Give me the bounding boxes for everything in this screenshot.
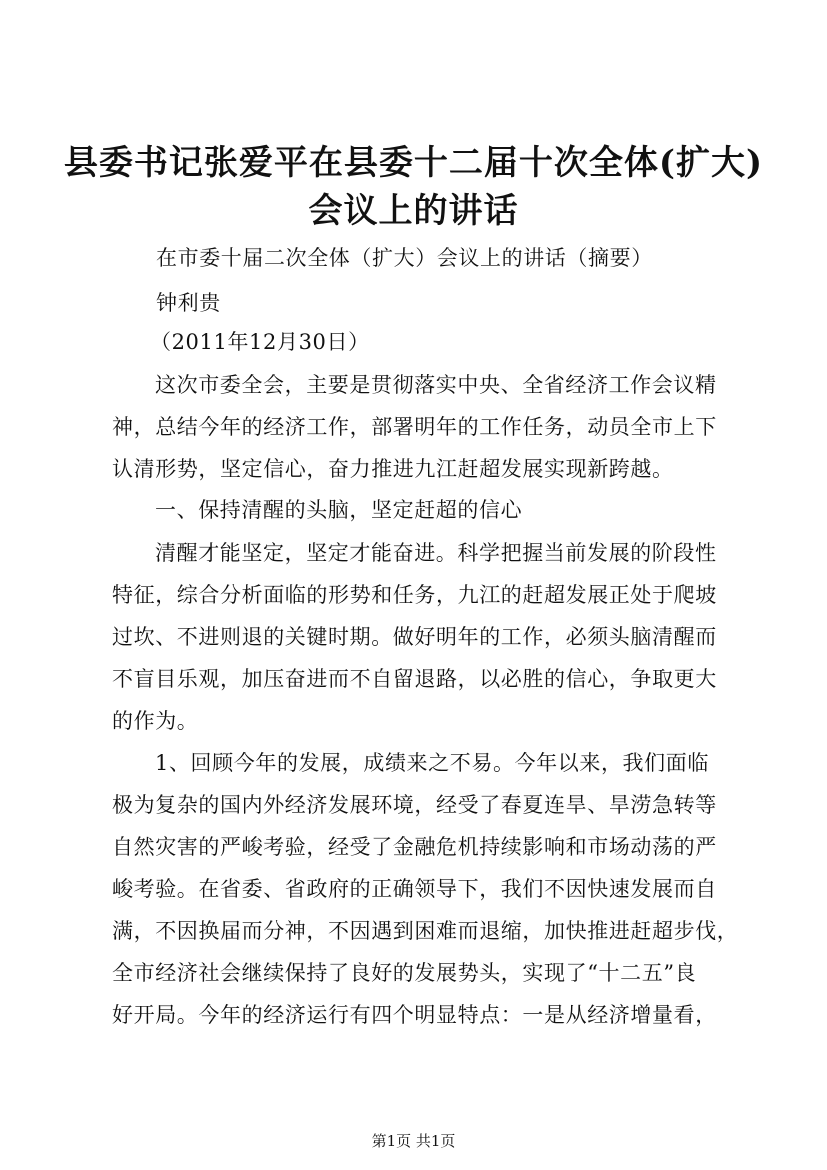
author: 钟利贵 [156, 291, 221, 315]
paragraph-line: 的作为。 [112, 709, 199, 733]
paragraph-line: 神，总结今年的经济工作，部署明年的工作任务，动员全市上下 [112, 415, 717, 439]
paragraph-line: 满，不因换届而分神，不因遇到困难而退缩，加快推进赶超步伐， [112, 919, 739, 943]
paragraph-line: 全市经济社会继续保持了良好的发展势头，实现了“十二五”良 [112, 961, 697, 985]
paragraph-line: 好开局。今年的经济运行有四个明显特点：一是从经济增量看， [112, 1003, 717, 1027]
paragraph-line: 清醒才能坚定，坚定才能奋进。科学把握当前发展的阶段性 [155, 541, 717, 565]
title-line-2: 会议上的讲话 [308, 191, 519, 231]
title-line-1: 县委书记张爱平在县委十二届十次全体(扩大) [63, 143, 764, 183]
paragraph-line: 特征，综合分析面临的形势和任务，九江的赶超发展正处于爬坡 [112, 583, 717, 607]
paragraph-line: 认清形势，坚定信心，奋力推进九江赶超发展实现新跨越。 [112, 457, 674, 481]
paragraph-line: 不盲目乐观，加压奋进而不自留退路，以必胜的信心，争取更大 [112, 667, 717, 691]
paragraph-line: 极为复杂的国内外经济发展环境，经受了春夏连旱、旱涝急转等 [112, 793, 717, 817]
paragraph-line: 这次市委全会，主要是贯彻落实中央、全省经济工作会议精 [155, 373, 717, 397]
date: （2011年12月30日） [150, 330, 370, 354]
page-footer: 第1页 共1页 [371, 1132, 456, 1150]
section-heading: 一、保持清醒的头脑，坚定赶超的信心 [155, 498, 523, 522]
paragraph-line: 过坎、不进则退的关键时期。做好明年的工作，必须头脑清醒而 [112, 625, 717, 649]
paragraph-line: 峻考验。在省委、省政府的正确领导下，我们不因快速发展而自 [112, 877, 717, 901]
paragraph-line: 1、回顾今年的发展，成绩来之不易。今年以来，我们面临 [155, 751, 709, 775]
paragraph-line: 自然灾害的严峻考验，经受了金融危机持续影响和市场动荡的严 [112, 835, 717, 859]
subtitle: 在市委十届二次全体（扩大）会议上的讲话（摘要） [156, 246, 653, 270]
